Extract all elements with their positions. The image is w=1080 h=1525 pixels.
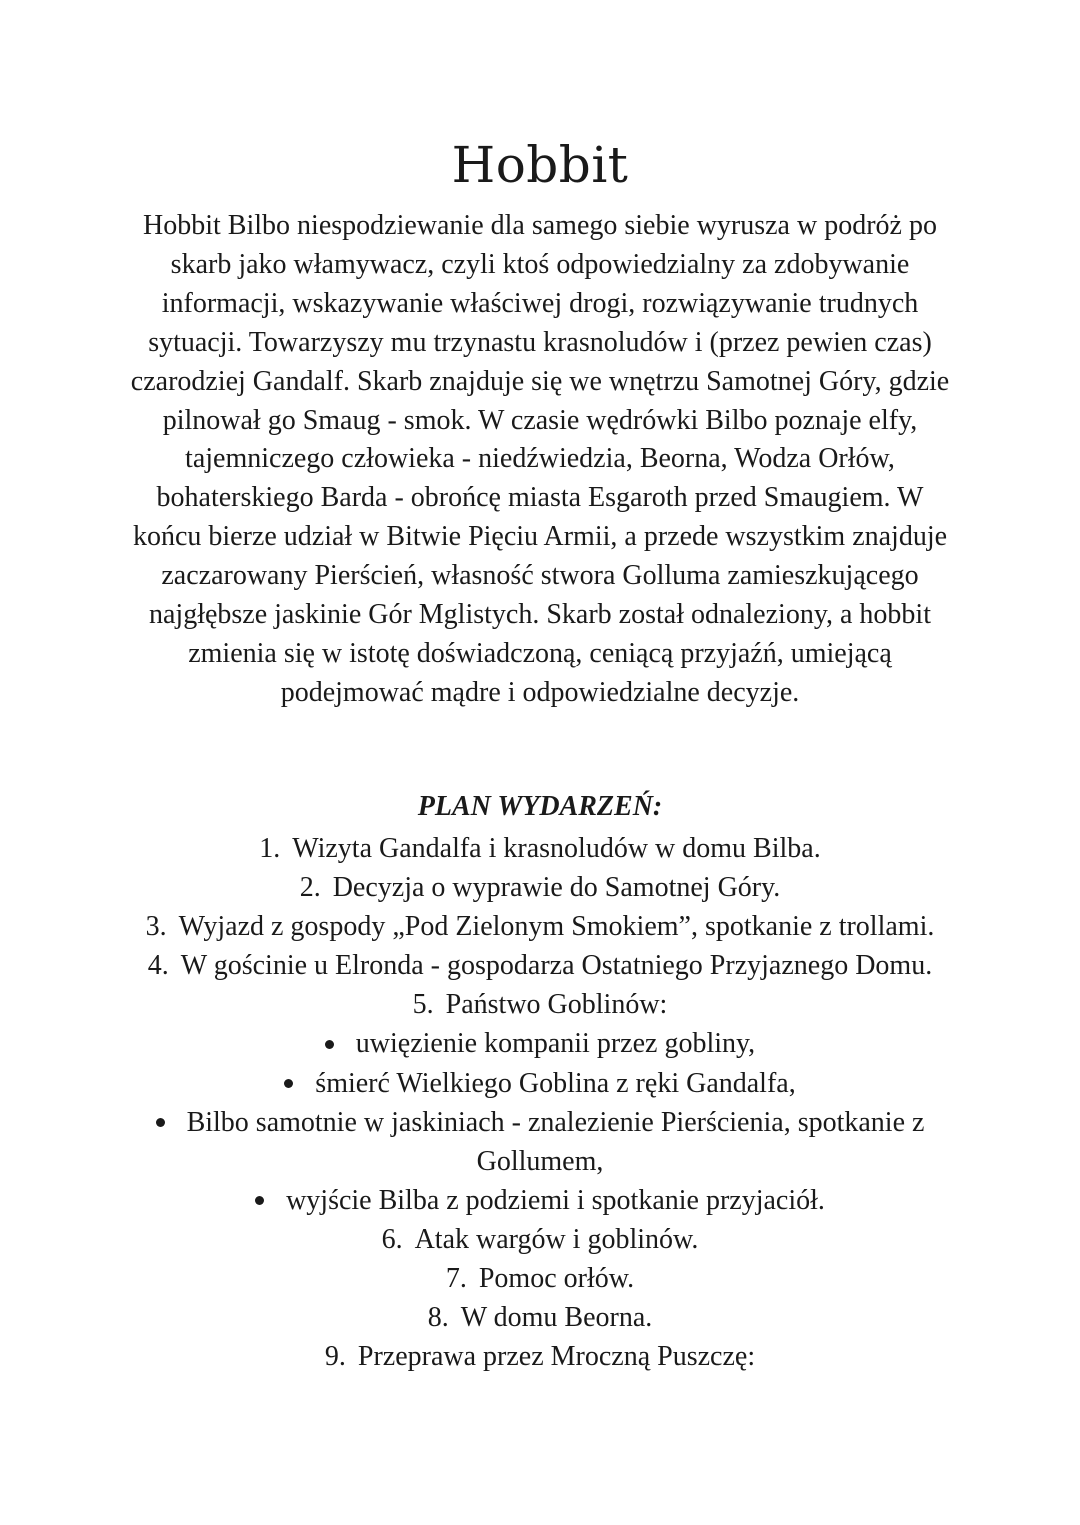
plan-item-number: 7.: [445, 1263, 467, 1295]
plan-item: [0, 1337, 1080, 1376]
plan-item-number: 4.: [147, 950, 169, 982]
summary-paragraph: [0, 207, 1080, 713]
plan-item-text: Gollumem,: [476, 1145, 604, 1177]
plan-item-text: W gościnie u Elronda - gospodarza Ostatniego Przyjaznego Domu.: [180, 950, 933, 982]
plan-item: [0, 1142, 1080, 1181]
summary-line: informacji, wskazywanie właściwej drogi, rozwiązywanie trudnych: [161, 287, 919, 319]
plan-item: [0, 1298, 1080, 1337]
plan-subitem: [0, 1064, 1080, 1103]
plan-item-number: 9.: [324, 1341, 346, 1373]
summary-line: zmienia się w istotę doświadczoną, ceniącą przyjaźń, umiejącą: [188, 637, 892, 669]
plan-item-number: 6.: [381, 1223, 403, 1255]
plan-item: [0, 946, 1080, 985]
plan-item-text: wyjście Bilba z podziemi i spotkanie przyjaciół.: [286, 1184, 825, 1216]
plan-item-text: Atak wargów i goblinów.: [414, 1223, 699, 1255]
plan-item-text: Bilbo samotnie w jaskiniach - znalezienie Pierścienia, spotkanie z: [186, 1106, 925, 1138]
plan-subitem: [0, 1181, 1080, 1220]
bullet-icon: [325, 1040, 334, 1049]
plan-item-text: Przeprawa przez Mroczną Puszczę:: [357, 1341, 756, 1373]
plan-item-number: 8.: [427, 1302, 449, 1334]
summary-line: pilnował go Smaug - smok. W czasie wędrówki Bilbo poznaje elfy,: [162, 404, 918, 436]
plan-item-number: 3.: [145, 911, 167, 943]
plan-heading: PLAN WYDARZEŃ:: [417, 791, 663, 822]
plan-subitem: [0, 1024, 1080, 1063]
plan-item-number: 1.: [259, 833, 281, 864]
summary-line: czarodziej Gandalf. Skarb znajduje się we wnętrzu Samotnej Góry, gdzie: [130, 365, 950, 397]
summary-line: skarb jako włamywacz, czyli ktoś odpowiedzialny za zdobywanie: [170, 248, 910, 280]
plan-item-text: Wizyta Gandalfa i krasnoludów w domu Bilba.: [292, 833, 821, 864]
plan-item: [0, 1259, 1080, 1298]
plan-item-text: Państwo Goblinów:: [445, 989, 668, 1021]
plan-subitem: [0, 1103, 1080, 1142]
bullet-icon: [255, 1196, 264, 1205]
plan-item-number: 5.: [412, 989, 434, 1021]
plan-item-text: W domu Beorna.: [460, 1302, 653, 1334]
plan-item-text: Pomoc orłów.: [478, 1263, 635, 1295]
plan-item: [0, 868, 1080, 907]
summary-line: bohaterskiego Barda - obrońcę miasta Esgaroth przed Smaugiem. W: [156, 482, 924, 514]
bullet-icon: [284, 1079, 293, 1088]
summary-line: końcu bierze udział w Bitwie Pięciu Armii, a przede wszystkim znajduje: [132, 521, 948, 553]
summary-line: sytuacji. Towarzyszy mu trzynastu krasnoludów i (przez pewien czas): [148, 326, 932, 358]
summary-line: Hobbit Bilbo niespodziewanie dla samego siebie wyrusza w podróż po: [143, 210, 937, 241]
summary-line: najgłębsze jaskinie Gór Mglistych. Skarb został odnaleziony, a hobbit: [148, 599, 931, 631]
plan-item-text: uwięzienie kompanii przez gobliny,: [355, 1028, 756, 1060]
plan-item-text: Decyzja o wyprawie do Samotnej Góry.: [332, 872, 781, 904]
page-title: Hobbit: [451, 136, 629, 194]
summary-line: zaczarowany Pierścień, własność stwora Golluma zamieszkującego: [161, 560, 919, 592]
plan-item: [0, 907, 1080, 946]
plan-item-text: Wyjazd z gospody „Pod Zielonym Smokiem”, spotkanie z trollami.: [178, 911, 935, 943]
summary-line: tajemniczego człowieka - niedźwiedzia, Beorna, Wodza Orłów,: [185, 443, 895, 475]
plan-item-number: 2.: [299, 872, 321, 904]
plan-item: [0, 1220, 1080, 1259]
bullet-icon: [156, 1118, 165, 1127]
plan-item: [0, 985, 1080, 1024]
summary-line: podejmować mądre i odpowiedzialne decyzje.: [280, 676, 800, 708]
plan-item-text: śmierć Wielkiego Goblina z ręki Gandalfa,: [315, 1067, 796, 1099]
plan-item: [0, 829, 1080, 868]
plan-list: [0, 829, 1080, 1376]
